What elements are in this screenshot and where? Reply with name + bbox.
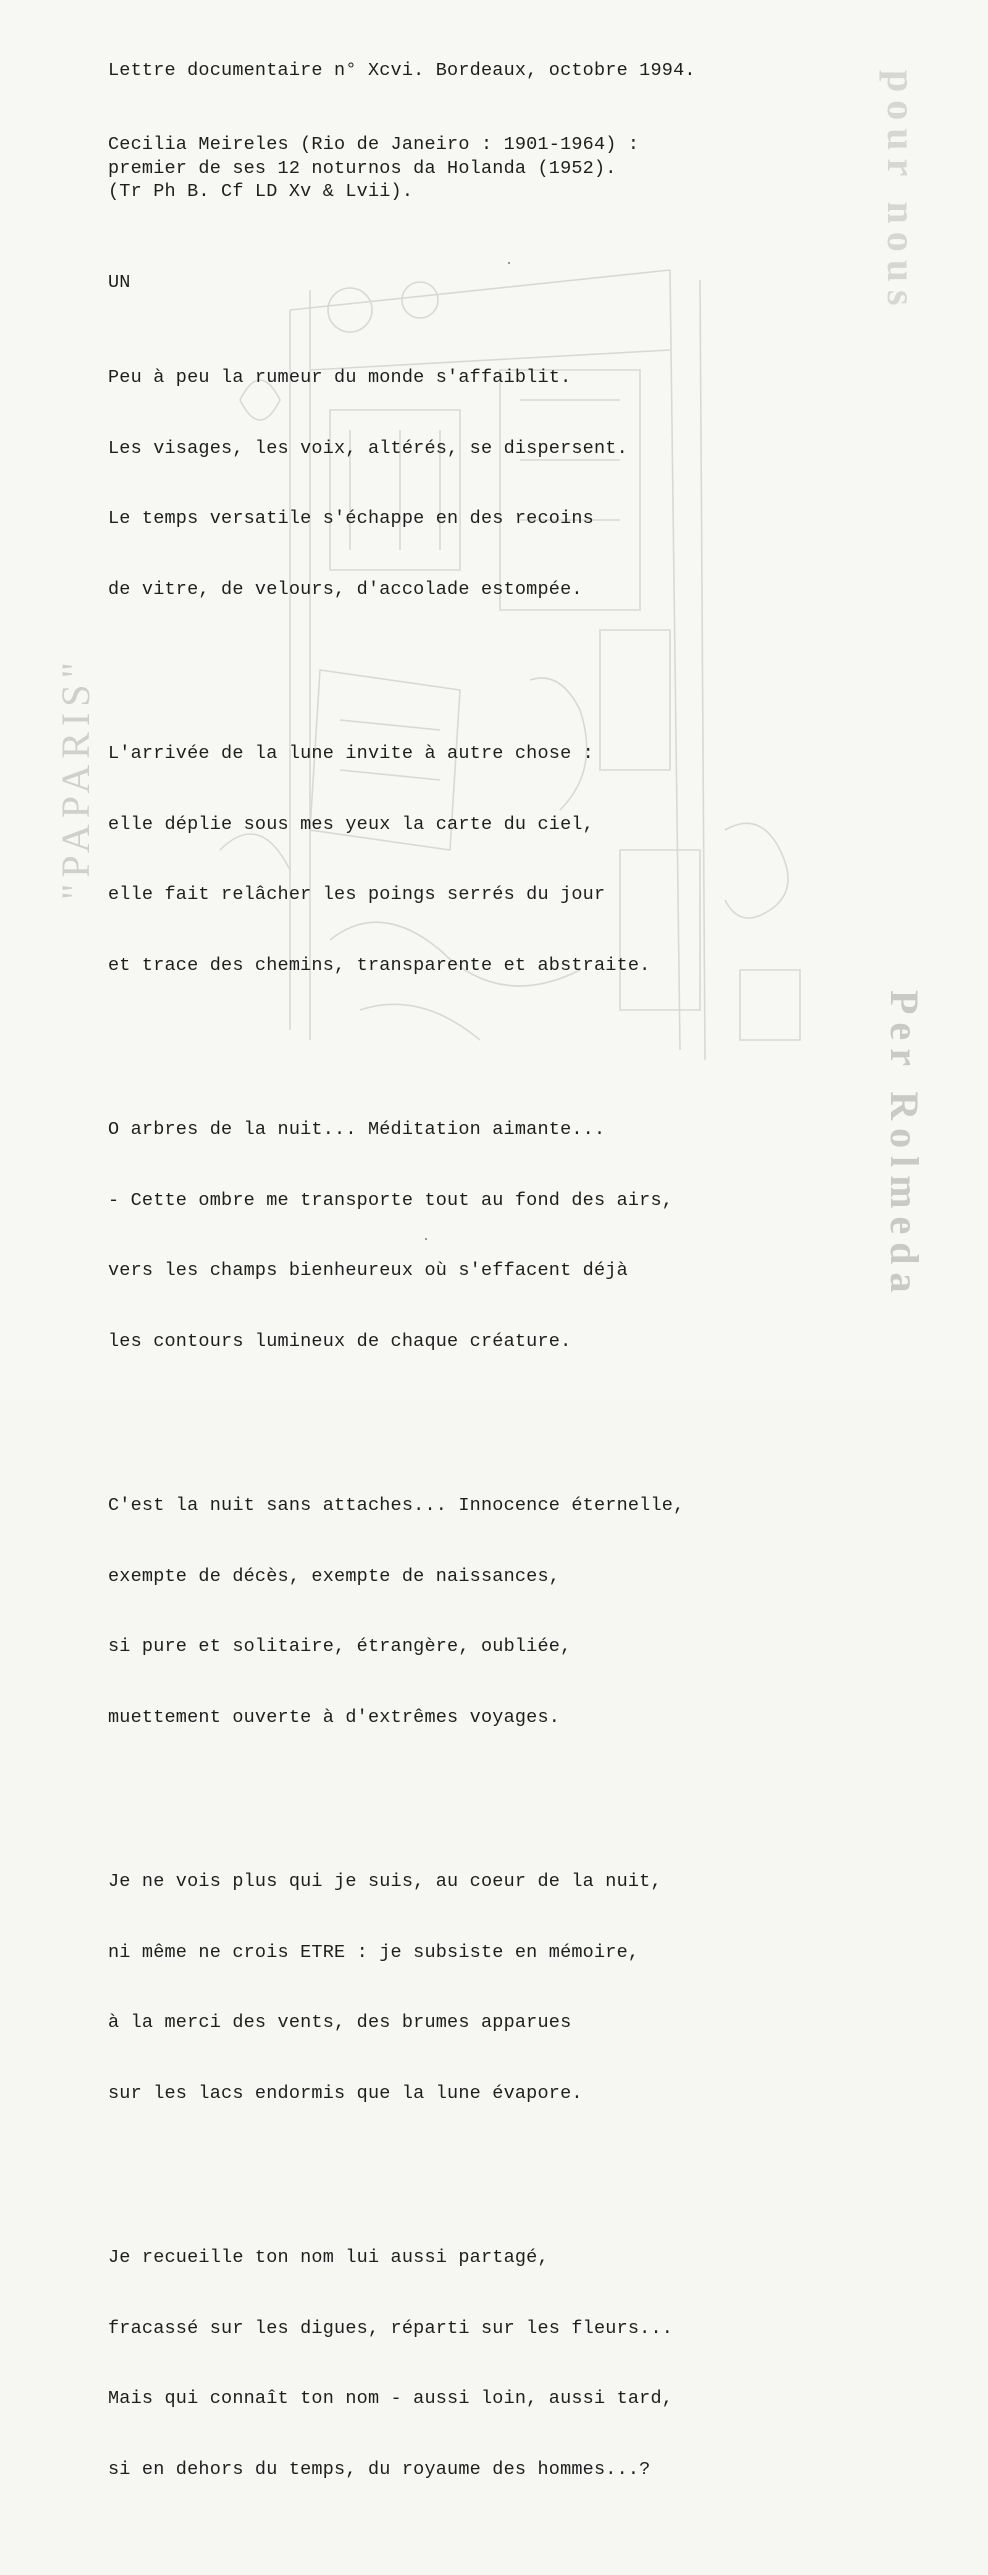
- stanza: [108, 1071, 684, 1400]
- poem-line: Je ne vois plus qui je suis, au coeur de la nuit,: [108, 1871, 662, 1892]
- poem-line: ni même ne crois ETRE : je subsiste en mémoire,: [108, 1941, 640, 1963]
- stanza: [108, 695, 684, 1024]
- poem-body: [108, 319, 684, 2575]
- poem-line: Je recueille ton nom lui aussi partagé,: [108, 2247, 549, 2268]
- letter-header: Lettre documentaire n° Xcvi. Bordeaux, octobre 1994.: [108, 60, 696, 81]
- poem-line: si pure et solitaire, étrangère, oubliée,: [108, 1636, 572, 1657]
- poem-line: Mais qui connaît ton nom - aussi loin, aussi tard,: [108, 2388, 674, 2409]
- poem-line: Peu à peu la rumeur du monde s'affaiblit.: [108, 367, 572, 388]
- poem-line: exempte de décès, exempte de naissances,: [108, 1565, 561, 1587]
- stanza: [108, 319, 684, 648]
- poem-line: et trace des chemins, transparente et abstraite.: [108, 954, 651, 976]
- stanza: [108, 1823, 684, 2152]
- intro-line: premier de ses 12 noturnos da Holanda (1952).: [108, 157, 617, 179]
- intro-line: (Tr Ph B. Cf LD Xv & Lvii).: [108, 181, 414, 202]
- poem-line: à la merci des vents, des brumes apparues: [108, 2012, 572, 2033]
- poem-line: vers les champs bienheureux où s'effacent déjà: [108, 1260, 628, 1281]
- poem-line: L'arrivée de la lune invite à autre chose :: [108, 743, 594, 764]
- poem-line: - Cette ombre me transporte tout au fond des airs,: [108, 1189, 674, 1211]
- show-through-bottom-right: Per Rolmeda: [882, 990, 927, 1301]
- poem-line: si en dehors du temps, du royaume des hommes...?: [108, 2458, 651, 2480]
- poem-line: C'est la nuit sans attaches... Innocence éternelle,: [108, 1495, 685, 1516]
- intro-block: [108, 133, 639, 204]
- poem-line: de vitre, de velours, d'accolade estompée.: [108, 578, 583, 600]
- poem-line: elle déplie sous mes yeux la carte du ciel,: [108, 813, 594, 835]
- show-through-top-right: pour nous: [879, 70, 924, 314]
- poem-line: fracassé sur les digues, réparti sur les fleurs...: [108, 2317, 674, 2339]
- show-through-paparis: "PAPARIS": [53, 656, 98, 900]
- poem-title: UN: [108, 272, 131, 293]
- poem-line: les contours lumineux de chaque créature.: [108, 1330, 572, 1352]
- intro-line: Cecilia Meireles (Rio de Janeiro : 1901-1964) :: [108, 134, 640, 155]
- speck: [508, 262, 510, 264]
- poem-line: elle fait relâcher les poings serrés du jour: [108, 884, 606, 905]
- stanza: [108, 2199, 684, 2528]
- poem-line: muettement ouverte à d'extrêmes voyages.: [108, 1706, 561, 1728]
- poem-line: Les visages, les voix, altérés, se dispersent.: [108, 437, 628, 459]
- poem-line: Le temps versatile s'échappe en des recoins: [108, 508, 594, 529]
- stanza: [108, 1447, 684, 1776]
- poem-line: O arbres de la nuit... Méditation aimante...: [108, 1119, 606, 1140]
- poem-line: sur les lacs endormis que la lune évapore.: [108, 2082, 583, 2104]
